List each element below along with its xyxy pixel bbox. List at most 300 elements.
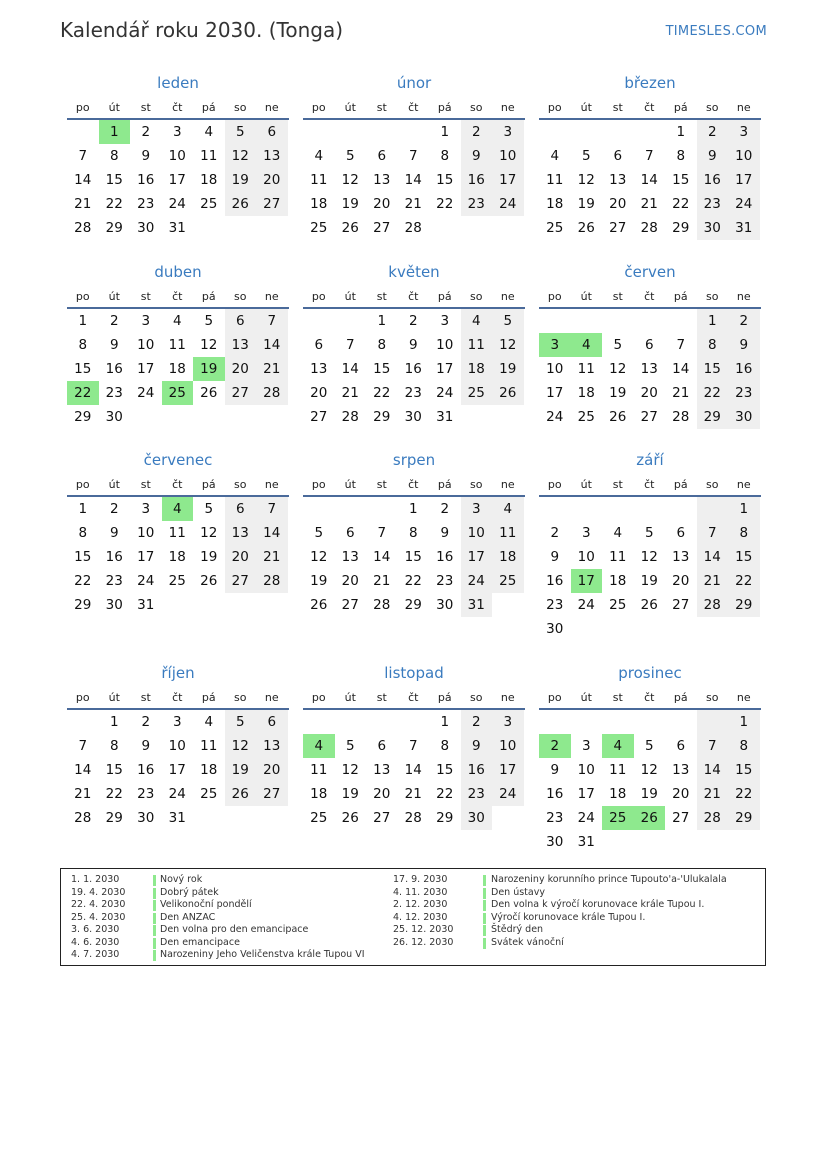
day-cell: 5 <box>644 525 654 541</box>
day-cell: 11 <box>492 521 524 545</box>
day-cell: 21 <box>640 196 658 212</box>
day-cell: 29 <box>74 409 92 425</box>
day-cell: 29 <box>672 220 690 236</box>
weeks <box>539 497 761 641</box>
weekday-label: ne <box>500 690 515 704</box>
weekday-label: út <box>580 690 592 704</box>
day-cell: 13 <box>341 549 359 565</box>
empty-day-cell <box>571 710 603 734</box>
day-cell: 7 <box>256 309 288 333</box>
month-1 <box>67 72 289 240</box>
day-cell: 6 <box>345 525 355 541</box>
holiday-marker <box>483 900 486 911</box>
day-cell: 20 <box>609 196 627 212</box>
day-cell: 28 <box>697 593 729 617</box>
day-cell: 17 <box>168 762 186 778</box>
day-cell: 3 <box>172 714 182 730</box>
holiday-name: Narozeniny Jeho Veličenstva krále Tupou VI <box>160 949 365 960</box>
day-cell: 10 <box>168 148 186 164</box>
holiday-marker <box>153 913 156 924</box>
empty-day-cell <box>366 120 398 144</box>
week-row <box>303 309 525 333</box>
week-row <box>539 120 761 144</box>
day-cell: 16 <box>137 172 155 188</box>
empty-day-cell <box>193 593 225 617</box>
day-cell: 22 <box>697 381 729 405</box>
day-cell: 5 <box>644 738 654 754</box>
day-cell: 8 <box>728 734 760 758</box>
weekday-label: po <box>311 100 326 114</box>
day-cell: 29 <box>404 597 422 613</box>
day-cell: 1 <box>408 501 418 517</box>
day-cell: 19 <box>225 168 257 192</box>
weekday-header <box>67 686 289 710</box>
empty-day-cell <box>665 497 697 521</box>
day-cell: 17 <box>546 385 564 401</box>
empty-day-cell <box>697 830 729 854</box>
holiday-date: 26. 12. 2030 <box>393 936 454 948</box>
empty-day-cell <box>225 216 257 240</box>
day-cell: 9 <box>408 337 418 353</box>
day-cell: 12 <box>640 762 658 778</box>
day-cell: 12 <box>341 172 359 188</box>
week-row <box>539 830 761 854</box>
day-cell: 15 <box>728 758 760 782</box>
day-cell: 15 <box>373 361 391 377</box>
day-cell: 19 <box>492 357 524 381</box>
weekday-label: po <box>311 477 326 491</box>
holiday-marker <box>153 925 156 936</box>
day-cell: 3 <box>440 313 450 329</box>
weekday-label: pá <box>437 100 452 114</box>
empty-day-cell <box>303 710 335 734</box>
weekday-header <box>67 96 289 120</box>
weekday-label: čt <box>408 690 419 704</box>
day-cell: 19 <box>640 786 658 802</box>
day-cell: 7 <box>408 738 418 754</box>
empty-day-cell <box>398 120 430 144</box>
month-name: červen <box>624 263 676 281</box>
empty-day-cell <box>602 309 634 333</box>
day-cell: 15 <box>436 762 454 778</box>
empty-day-cell <box>130 405 162 429</box>
day-cell: 20 <box>373 786 391 802</box>
week-row <box>303 710 525 734</box>
holiday-marker <box>153 900 156 911</box>
holiday-name: Den ANZAC <box>160 911 216 923</box>
empty-day-cell <box>461 216 493 240</box>
day-cell: 3 <box>728 120 760 144</box>
week-row <box>67 192 289 216</box>
day-cell: 24 <box>137 573 155 589</box>
day-cell: 11 <box>310 172 328 188</box>
site-link[interactable]: TIMESLES.COM <box>665 24 767 39</box>
day-cell: 14 <box>404 762 422 778</box>
week-row <box>539 168 761 192</box>
day-cell: 28 <box>74 810 92 826</box>
weekday-header <box>303 96 525 120</box>
week-row <box>303 758 525 782</box>
weekday-label: út <box>108 289 120 303</box>
day-cell: 28 <box>256 381 288 405</box>
day-cell: 17 <box>461 545 493 569</box>
holiday-day-cell: 4 <box>162 497 194 521</box>
day-cell: 24 <box>728 192 760 216</box>
day-cell: 23 <box>546 810 564 826</box>
day-cell: 11 <box>461 333 493 357</box>
day-cell: 30 <box>728 405 760 429</box>
weeks <box>303 309 525 429</box>
weekday-header <box>303 686 525 710</box>
day-cell: 14 <box>373 549 391 565</box>
week-row <box>303 168 525 192</box>
day-cell: 15 <box>74 549 92 565</box>
day-cell: 2 <box>697 120 729 144</box>
weekday-label: út <box>344 289 356 303</box>
day-cell: 5 <box>613 337 623 353</box>
day-cell: 22 <box>105 786 123 802</box>
empty-day-cell <box>225 806 257 830</box>
week-row <box>303 144 525 168</box>
week-row <box>303 216 525 240</box>
day-cell: 17 <box>137 549 155 565</box>
day-cell: 16 <box>697 168 729 192</box>
day-cell: 8 <box>377 337 387 353</box>
day-cell: 8 <box>676 148 686 164</box>
empty-day-cell <box>665 617 697 641</box>
day-cell: 27 <box>256 782 288 806</box>
weekday-label: čt <box>408 100 419 114</box>
day-cell: 21 <box>697 569 729 593</box>
holiday-day-cell: 17 <box>571 569 603 593</box>
holiday-day-cell: 22 <box>67 381 99 405</box>
day-cell: 26 <box>225 782 257 806</box>
day-cell: 26 <box>609 409 627 425</box>
day-cell: 10 <box>492 144 524 168</box>
day-cell: 22 <box>728 782 760 806</box>
empty-day-cell <box>539 309 571 333</box>
weekday-label: st <box>612 100 623 114</box>
day-cell: 6 <box>644 337 654 353</box>
weekday-label: út <box>344 690 356 704</box>
day-cell: 6 <box>314 337 324 353</box>
weekday-label: st <box>612 690 623 704</box>
empty-day-cell <box>602 617 634 641</box>
day-cell: 13 <box>256 734 288 758</box>
day-cell: 13 <box>640 361 658 377</box>
day-cell: 25 <box>492 569 524 593</box>
day-cell: 28 <box>672 409 690 425</box>
holiday-date: 4. 11. 2030 <box>393 886 448 898</box>
day-cell: 22 <box>728 569 760 593</box>
day-cell: 20 <box>640 385 658 401</box>
day-cell: 23 <box>436 573 454 589</box>
weekday-header <box>303 285 525 309</box>
day-cell: 5 <box>204 501 214 517</box>
empty-day-cell <box>634 497 666 521</box>
day-cell: 7 <box>78 148 88 164</box>
weekday-label: čt <box>172 477 183 491</box>
day-cell: 21 <box>74 196 92 212</box>
day-cell: 8 <box>109 148 119 164</box>
day-cell: 3 <box>492 120 524 144</box>
week-row <box>539 381 761 405</box>
week-row <box>539 521 761 545</box>
day-cell: 1 <box>78 313 88 329</box>
day-cell: 23 <box>546 597 564 613</box>
day-cell: 27 <box>640 409 658 425</box>
day-cell: 8 <box>728 521 760 545</box>
weekday-label: pá <box>201 100 216 114</box>
week-row <box>67 216 289 240</box>
month-7 <box>67 449 289 617</box>
day-cell: 19 <box>200 549 218 565</box>
day-cell: 20 <box>341 573 359 589</box>
day-cell: 1 <box>676 124 686 140</box>
weekday-label: pá <box>201 477 216 491</box>
day-cell: 5 <box>204 313 214 329</box>
week-row <box>67 120 289 144</box>
weekday-label: so <box>234 100 247 114</box>
weekday-label: pá <box>673 690 688 704</box>
day-cell: 30 <box>137 810 155 826</box>
day-cell: 13 <box>609 172 627 188</box>
day-cell: 9 <box>109 337 119 353</box>
weekday-label: pá <box>673 477 688 491</box>
week-row <box>539 758 761 782</box>
empty-day-cell <box>366 710 398 734</box>
weekday-label: po <box>75 100 90 114</box>
day-cell: 23 <box>105 573 123 589</box>
day-cell: 12 <box>492 333 524 357</box>
day-cell: 13 <box>225 333 257 357</box>
day-cell: 12 <box>310 549 328 565</box>
day-cell: 21 <box>404 196 422 212</box>
week-row <box>539 309 761 333</box>
day-cell: 15 <box>404 549 422 565</box>
week-row <box>67 806 289 830</box>
day-cell: 30 <box>461 806 493 830</box>
weekday-header <box>539 285 761 309</box>
day-cell: 11 <box>310 762 328 778</box>
day-cell: 18 <box>546 196 564 212</box>
weekday-label: čt <box>644 477 655 491</box>
day-cell: 13 <box>310 361 328 377</box>
day-cell: 23 <box>404 385 422 401</box>
day-cell: 10 <box>577 762 595 778</box>
week-row <box>67 497 289 521</box>
day-cell: 18 <box>609 573 627 589</box>
empty-day-cell <box>539 710 571 734</box>
holiday-name: Štědrý den <box>491 924 544 935</box>
week-row <box>539 617 761 641</box>
empty-day-cell <box>225 593 257 617</box>
week-row <box>67 405 289 429</box>
day-cell: 7 <box>697 521 729 545</box>
weekday-label: pá <box>673 100 688 114</box>
day-cell: 15 <box>672 172 690 188</box>
weekday-label: so <box>706 100 719 114</box>
day-cell: 2 <box>550 525 560 541</box>
day-cell: 30 <box>546 621 564 637</box>
day-cell: 8 <box>78 525 88 541</box>
empty-day-cell <box>162 593 194 617</box>
weeks <box>303 710 525 830</box>
day-cell: 20 <box>256 758 288 782</box>
day-cell: 4 <box>550 148 560 164</box>
day-cell: 22 <box>672 196 690 212</box>
day-cell: 10 <box>137 337 155 353</box>
day-cell: 15 <box>697 357 729 381</box>
day-cell: 31 <box>728 216 760 240</box>
day-cell: 12 <box>225 734 257 758</box>
week-row <box>67 782 289 806</box>
day-cell: 4 <box>172 313 182 329</box>
day-cell: 26 <box>341 810 359 826</box>
weekday-label: po <box>75 289 90 303</box>
weekday-label: po <box>547 690 562 704</box>
week-row <box>539 357 761 381</box>
empty-day-cell <box>571 309 603 333</box>
day-cell: 9 <box>728 333 760 357</box>
weeks <box>539 120 761 240</box>
month-name: prosinec <box>618 664 682 682</box>
day-cell: 7 <box>697 734 729 758</box>
day-cell: 21 <box>672 385 690 401</box>
day-cell: 8 <box>440 148 450 164</box>
day-cell: 26 <box>310 597 328 613</box>
day-cell: 6 <box>256 120 288 144</box>
day-cell: 25 <box>310 810 328 826</box>
holiday-day-cell: 25 <box>602 806 634 830</box>
day-cell: 19 <box>341 786 359 802</box>
day-cell: 24 <box>436 385 454 401</box>
empty-day-cell <box>335 710 367 734</box>
week-row <box>539 545 761 569</box>
weekday-header <box>539 96 761 120</box>
day-cell: 25 <box>200 196 218 212</box>
weekday-label: st <box>612 289 623 303</box>
week-row <box>67 333 289 357</box>
day-cell: 13 <box>373 762 391 778</box>
day-cell: 19 <box>577 196 595 212</box>
weekday-label: so <box>470 690 483 704</box>
empty-day-cell <box>492 405 524 429</box>
day-cell: 24 <box>168 786 186 802</box>
day-cell: 28 <box>640 220 658 236</box>
day-cell: 17 <box>168 172 186 188</box>
week-row <box>539 497 761 521</box>
day-cell: 16 <box>728 357 760 381</box>
day-cell: 10 <box>168 738 186 754</box>
day-cell: 12 <box>609 361 627 377</box>
day-cell: 29 <box>436 810 454 826</box>
day-cell: 13 <box>373 172 391 188</box>
day-cell: 16 <box>546 573 564 589</box>
day-cell: 8 <box>440 738 450 754</box>
holiday-marker <box>153 875 156 886</box>
day-cell: 21 <box>697 782 729 806</box>
week-row <box>539 405 761 429</box>
day-cell: 2 <box>141 124 151 140</box>
day-cell: 24 <box>577 810 595 826</box>
day-cell: 14 <box>404 172 422 188</box>
empty-day-cell <box>256 593 288 617</box>
day-cell: 11 <box>200 738 218 754</box>
day-cell: 10 <box>728 144 760 168</box>
holiday-name: Den volna pro den emancipace <box>160 924 309 935</box>
day-cell: 22 <box>105 196 123 212</box>
holiday-day-cell: 26 <box>634 806 666 830</box>
day-cell: 18 <box>609 786 627 802</box>
day-cell: 28 <box>697 806 729 830</box>
day-cell: 24 <box>461 569 493 593</box>
day-cell: 19 <box>310 573 328 589</box>
holiday-marker <box>483 888 486 899</box>
month-name: leden <box>157 74 199 92</box>
holiday-date: 3. 6. 2030 <box>71 924 120 935</box>
weekday-label: út <box>580 100 592 114</box>
weekday-label: čt <box>644 100 655 114</box>
week-row <box>539 192 761 216</box>
day-cell: 25 <box>546 220 564 236</box>
day-cell: 2 <box>109 313 119 329</box>
day-cell: 27 <box>373 810 391 826</box>
day-cell: 29 <box>105 220 123 236</box>
holiday-marker <box>153 888 156 899</box>
weekday-label: ne <box>264 690 279 704</box>
day-cell: 16 <box>105 361 123 377</box>
day-cell: 6 <box>676 738 686 754</box>
day-cell: 4 <box>492 497 524 521</box>
day-cell: 3 <box>172 124 182 140</box>
empty-day-cell <box>492 593 524 617</box>
day-cell: 9 <box>697 144 729 168</box>
day-cell: 10 <box>461 521 493 545</box>
holiday-date: 22. 4. 2030 <box>71 899 126 910</box>
day-cell: 20 <box>373 196 391 212</box>
week-row <box>67 309 289 333</box>
day-cell: 3 <box>141 501 151 517</box>
weekday-label: ne <box>736 477 751 491</box>
day-cell: 13 <box>672 549 690 565</box>
day-cell: 12 <box>225 144 257 168</box>
weekday-label: ne <box>264 289 279 303</box>
empty-day-cell <box>303 120 335 144</box>
day-cell: 30 <box>105 597 123 613</box>
day-cell: 13 <box>256 144 288 168</box>
day-cell: 12 <box>200 525 218 541</box>
month-11 <box>303 662 525 830</box>
empty-day-cell <box>335 497 367 521</box>
day-cell: 15 <box>105 172 123 188</box>
day-cell: 23 <box>697 192 729 216</box>
month-name: září <box>636 451 664 469</box>
weeks <box>539 710 761 854</box>
day-cell: 12 <box>577 172 595 188</box>
day-cell: 18 <box>461 357 493 381</box>
day-cell: 14 <box>697 545 729 569</box>
day-cell: 23 <box>105 385 123 401</box>
week-row <box>67 710 289 734</box>
week-row <box>303 569 525 593</box>
holiday-day-cell: 1 <box>99 120 131 144</box>
day-cell: 11 <box>168 337 186 353</box>
week-row <box>539 710 761 734</box>
day-cell: 14 <box>697 758 729 782</box>
day-cell: 4 <box>204 124 214 140</box>
weekday-label: ne <box>264 477 279 491</box>
